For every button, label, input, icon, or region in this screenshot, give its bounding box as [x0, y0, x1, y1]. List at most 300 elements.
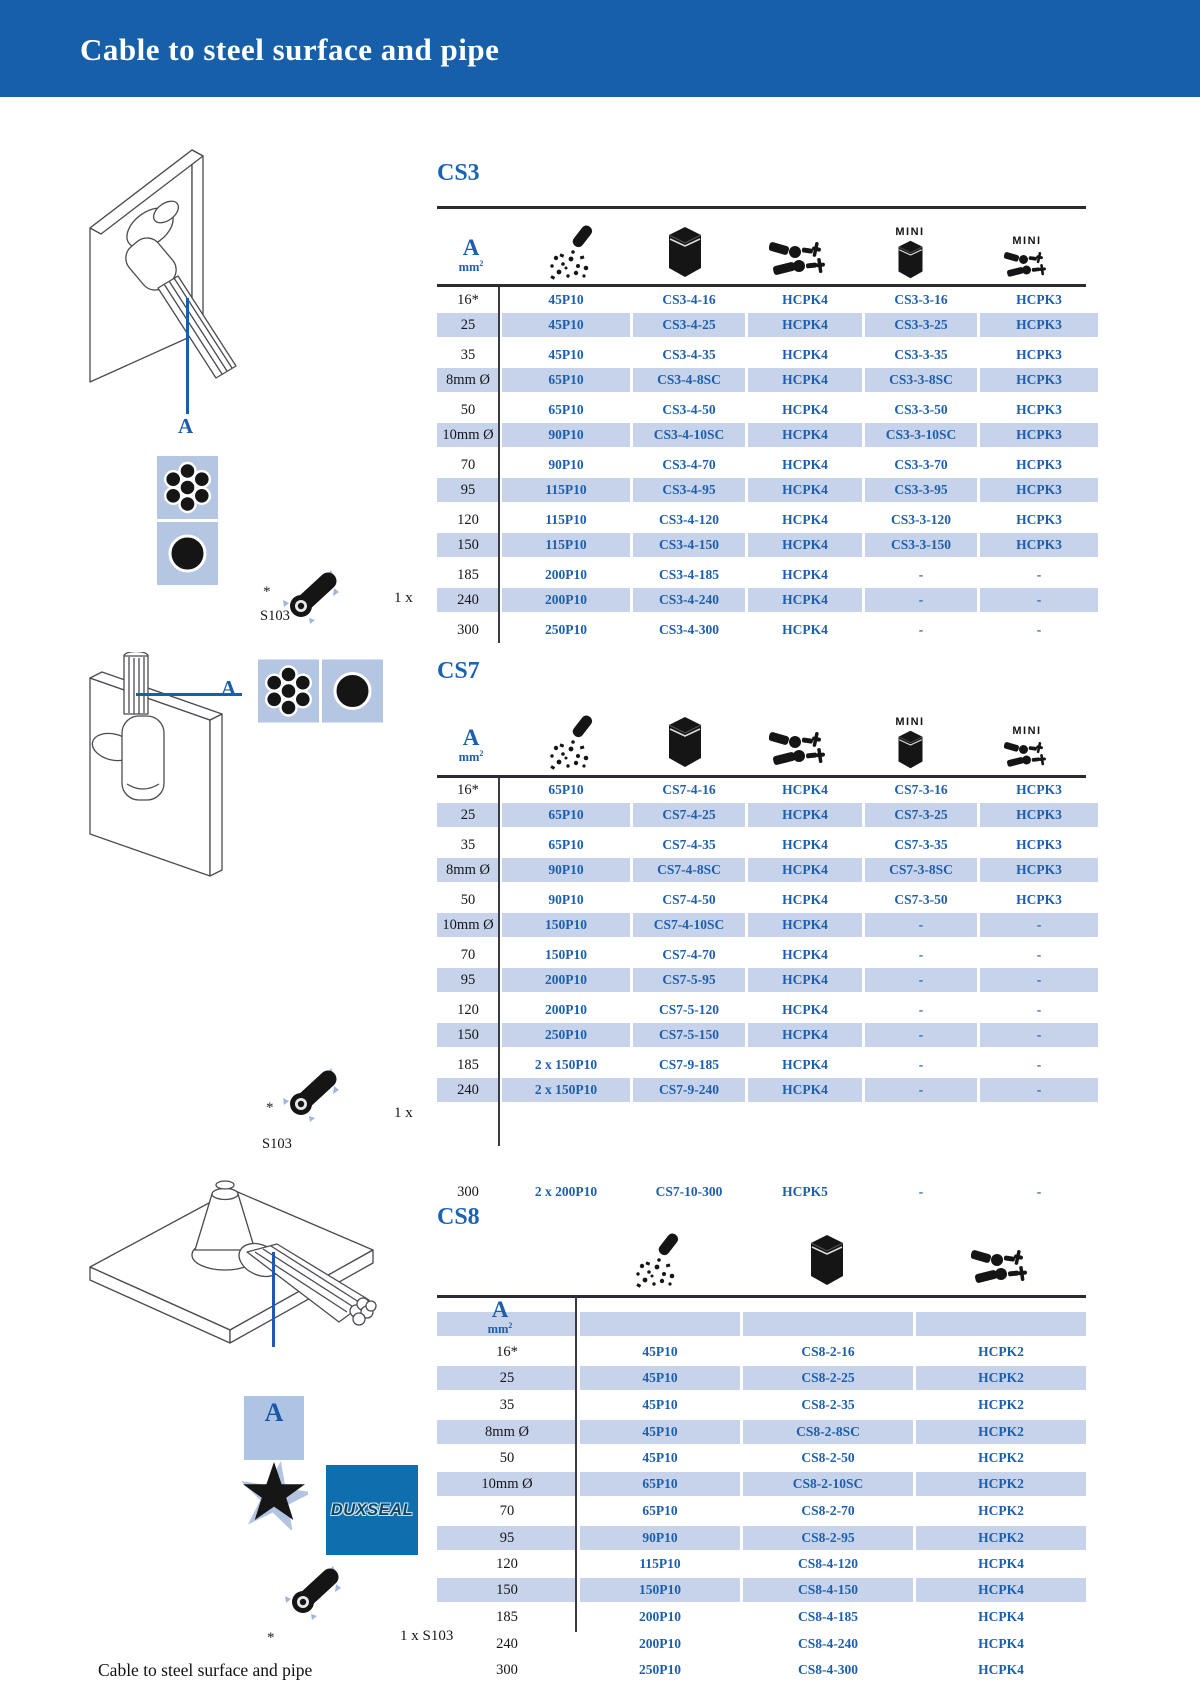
value-cell-handclamp: HCPK2 — [978, 1503, 1024, 1518]
value-cell-powder-cartridge: 200P10 — [502, 968, 630, 992]
value-cell-mini-handclamp: HCPK3 — [980, 803, 1098, 827]
value-cell-powder-cartridge: 45P10 — [580, 1366, 740, 1390]
value-cell-mold: CS8-4-240 — [798, 1636, 858, 1651]
value-cell-mold: CS3-4-300 — [659, 622, 719, 637]
value-cell-mold: CS8-4-120 — [798, 1556, 858, 1571]
size-cell: 50 — [499, 1450, 515, 1466]
value-cell-mold: CS7-4-70 — [662, 947, 716, 962]
mold-icon — [809, 1234, 845, 1290]
value-cell-mold: CS7-4-8SC — [633, 858, 745, 882]
area-symbol: A — [462, 725, 480, 750]
page-footer-caption: Cable to steel surface and pipe — [98, 1660, 313, 1680]
value-cell-mini-handclamp: HCPK3 — [1016, 892, 1062, 907]
size-cell: 10mm Ø — [437, 423, 499, 447]
size-cell: 95 — [437, 1526, 577, 1550]
value-cell-powder-cartridge: 65P10 — [548, 782, 584, 797]
cs8-row-8mm Ø — [437, 1420, 1086, 1444]
column-header-mold-icon — [625, 700, 745, 772]
value-cell-powder-cartridge: 150P10 — [545, 947, 587, 962]
value-cell-mini-handclamp: HCPK3 — [1016, 457, 1062, 472]
cs7-row-95 — [437, 968, 1086, 992]
value-cell-mini-handclamp: - — [1036, 947, 1042, 962]
size-cell: 70 — [460, 947, 476, 963]
value-cell-powder-cartridge: 200P10 — [639, 1636, 681, 1651]
value-cell-mini-mold: CS3-3-70 — [894, 457, 948, 472]
size-cell: 150 — [437, 1578, 577, 1602]
value-cell-powder-cartridge: 2 x 200P10 — [534, 1184, 598, 1199]
value-cell-handclamp: HCPK4 — [748, 803, 862, 827]
value-cell-mini-mold: CS3-3-16 — [894, 292, 948, 307]
value-cell-powder-cartridge: 45P10 — [548, 347, 584, 362]
cs7-row-300 — [437, 1180, 1086, 1204]
value-cell-mold: CS3-4-16 — [662, 292, 716, 307]
value-cell-powder-cartridge: 250P10 — [502, 1023, 630, 1047]
value-cell-handclamp: HCPK4 — [748, 1023, 862, 1047]
handclamp-icon — [971, 1246, 1033, 1290]
size-cell: 120 — [457, 1002, 479, 1018]
value-cell-mold: CS7-5-120 — [659, 1002, 719, 1017]
column-header-area — [431, 236, 511, 274]
value-cell-powder-cartridge — [580, 1312, 740, 1336]
size-cell: 35 — [460, 347, 476, 363]
cs7-row-8mm Ø — [437, 858, 1086, 882]
cs7-row-50 — [437, 888, 1086, 912]
area-unit: $mm^2$ — [458, 259, 484, 275]
size-cell: 70 — [460, 457, 476, 473]
value-cell-handclamp: HCPK4 — [782, 837, 828, 852]
value-cell-handclamp: HCPK4 — [978, 1556, 1024, 1571]
cs8-a-panel — [244, 1396, 304, 1460]
value-cell-mini-handclamp: - — [1036, 622, 1042, 637]
mini-handclamp-icon — [1004, 249, 1051, 282]
value-cell-handclamp: HCPK4 — [748, 1078, 862, 1102]
value-cell-handclamp: HCPK4 — [748, 533, 862, 557]
value-cell-powder-cartridge: 150P10 — [502, 913, 630, 937]
size-cell: 240 — [437, 588, 499, 612]
value-cell-powder-cartridge: 45P10 — [642, 1344, 678, 1359]
value-cell-powder-cartridge: 65P10 — [580, 1472, 740, 1496]
value-cell-mini-mold: - — [918, 1057, 924, 1072]
value-cell-mold: CS7-9-185 — [659, 1057, 719, 1072]
size-cell: 16* — [496, 1344, 518, 1360]
value-cell-powder-cartridge: 250P10 — [545, 622, 587, 637]
value-cell-mini-handclamp: - — [980, 588, 1098, 612]
size-cell: 50 — [460, 892, 476, 908]
column-header-mini-handclamp-icon — [967, 696, 1087, 772]
value-cell-mold: CS3-4-25 — [633, 313, 745, 337]
value-cell-mold: CS8-2-95 — [743, 1526, 913, 1550]
size-cell: 16* — [457, 292, 479, 308]
cs8-footnote-asterisk: * — [267, 1630, 275, 1646]
value-cell-powder-cartridge: 65P10 — [548, 837, 584, 852]
cs3-row-120 — [437, 508, 1086, 532]
star-icon — [242, 1458, 308, 1530]
value-cell-powder-cartridge: 115P10 — [502, 478, 630, 502]
value-cell-handclamp: HCPK2 — [978, 1397, 1024, 1412]
column-header-area — [431, 726, 511, 764]
value-cell-mini-mold: - — [918, 1184, 924, 1199]
value-cell-mold: CS3-4-95 — [633, 478, 745, 502]
cs3-row-50 — [437, 398, 1086, 422]
value-cell-mini-mold: - — [865, 588, 977, 612]
solid-conductor-cross-section-icon — [157, 522, 218, 585]
size-cell: 240 — [437, 1078, 499, 1102]
cs8-weld-illustration — [75, 1152, 387, 1354]
cs3-row-240 — [437, 588, 1086, 612]
value-cell-mini-handclamp: - — [1036, 1002, 1042, 1017]
cs7-qty-label: 1 x — [394, 1105, 413, 1121]
value-cell-handclamp: HCPK4 — [748, 368, 862, 392]
size-cell: 10mm Ø — [437, 913, 499, 937]
size-cell: 95 — [437, 478, 499, 502]
cs3-row-95 — [437, 478, 1086, 502]
value-cell-mini-mold: CS3-3-8SC — [865, 368, 977, 392]
cs3-guide-line — [186, 298, 189, 414]
value-cell-mold: CS8-4-300 — [798, 1662, 858, 1677]
cs7-column-divider — [498, 778, 500, 1146]
size-cell: 300 — [457, 1184, 479, 1200]
cs8-row-35 — [437, 1393, 1086, 1417]
value-cell-powder-cartridge: 90P10 — [580, 1526, 740, 1550]
cs8-qty-label: 1 x S103 — [400, 1628, 454, 1644]
value-cell-powder-cartridge: 250P10 — [639, 1662, 681, 1677]
value-cell-mini-handclamp: HCPK3 — [1016, 402, 1062, 417]
value-cell-mini-mold: CS3-3-25 — [865, 313, 977, 337]
cs7-row-70 — [437, 943, 1086, 967]
value-cell-powder-cartridge: 65P10 — [642, 1503, 678, 1518]
value-cell-handclamp: HCPK4 — [782, 782, 828, 797]
value-cell-handclamp: HCPK2 — [916, 1472, 1086, 1496]
column-header-mini-mold-icon — [850, 696, 970, 772]
value-cell-mini-handclamp: HCPK3 — [980, 858, 1098, 882]
cs8-a-panel-label: A — [264, 1398, 284, 1427]
area-unit: $mm^2$ — [458, 749, 484, 765]
value-cell-handclamp: HCPK2 — [916, 1526, 1086, 1550]
powder-cartridge-icon — [546, 714, 600, 772]
column-header-handclamp-icon — [942, 1222, 1062, 1290]
cs7-row-10mm Ø — [437, 913, 1086, 937]
value-cell-mini-mold: - — [865, 1078, 977, 1102]
column-header-mini-handclamp-icon — [967, 206, 1087, 282]
cs8-row-95 — [437, 1526, 1086, 1550]
size-cell: 300 — [496, 1662, 518, 1678]
cs8-row-300 — [437, 1658, 1086, 1682]
value-cell-mini-mold: - — [918, 567, 924, 582]
value-cell-mini-mold: CS7-3-50 — [894, 892, 948, 907]
value-cell-handclamp: HCPK2 — [916, 1420, 1086, 1444]
size-cell: 150 — [437, 1023, 499, 1047]
s103-sleeve-icon — [281, 570, 341, 624]
cs3-weld-illustration — [80, 142, 250, 390]
s103-sleeve-icon — [281, 1068, 341, 1122]
value-cell-mini-handclamp: HCPK3 — [1016, 782, 1062, 797]
value-cell-mold: CS8-4-185 — [798, 1609, 858, 1624]
cs8-row-185 — [437, 1605, 1086, 1629]
size-cell: 120 — [496, 1556, 518, 1572]
value-cell-handclamp: HCPK4 — [978, 1636, 1024, 1651]
mini-size-label: MINI — [1012, 725, 1042, 737]
value-cell-mold: CS8-2-50 — [801, 1450, 855, 1465]
value-cell-mini-mold: CS3-3-10SC — [865, 423, 977, 447]
page-header-banner — [0, 0, 1200, 97]
value-cell-powder-cartridge: 200P10 — [545, 567, 587, 582]
column-header-powder-cartridge-icon — [599, 1222, 719, 1290]
cs7-row-16* — [437, 778, 1086, 802]
cs7-s103-label: S103 — [262, 1136, 292, 1152]
value-cell-mini-handclamp: - — [980, 913, 1098, 937]
value-cell-handclamp: HCPK4 — [748, 858, 862, 882]
value-cell-mini-mold: - — [918, 622, 924, 637]
mini-size-label: MINI — [1012, 235, 1042, 247]
value-cell-powder-cartridge: 115P10 — [545, 512, 587, 527]
value-cell-handclamp: HCPK5 — [782, 1184, 828, 1199]
mini-size-label: MINI — [895, 716, 925, 728]
column-header-mold-icon — [625, 210, 745, 282]
value-cell-mold: CS7-5-150 — [633, 1023, 745, 1047]
size-cell: 70 — [499, 1503, 515, 1519]
cs3-row-10mm Ø — [437, 423, 1086, 447]
value-cell-mold: CS3-4-35 — [662, 347, 716, 362]
column-header-mini-mold-icon — [850, 206, 970, 282]
value-cell-handclamp: HCPK4 — [782, 567, 828, 582]
value-cell-handclamp: HCPK4 — [782, 1057, 828, 1072]
column-header-handclamp-icon — [740, 210, 860, 282]
value-cell-powder-cartridge: 90P10 — [502, 858, 630, 882]
value-cell-handclamp: HCPK2 — [978, 1450, 1024, 1465]
value-cell-mold: CS7-4-35 — [662, 837, 716, 852]
value-cell-mold: CS3-4-240 — [633, 588, 745, 612]
value-cell-mini-handclamp: - — [1036, 1184, 1042, 1199]
cs7-row-240 — [437, 1078, 1086, 1102]
cs7-row-185 — [437, 1053, 1086, 1077]
size-cell: 300 — [457, 622, 479, 638]
cs7-section-title: CS7 — [437, 658, 480, 684]
value-cell-powder-cartridge: 90P10 — [502, 423, 630, 447]
cs8-row-240 — [437, 1632, 1086, 1656]
cs3-row-25 — [437, 313, 1086, 337]
value-cell-handclamp: HCPK4 — [782, 512, 828, 527]
value-cell-mold: CS7-4-25 — [633, 803, 745, 827]
value-cell-mold: CS3-4-8SC — [633, 368, 745, 392]
value-cell-handclamp: HCPK4 — [916, 1578, 1086, 1602]
mold-icon — [667, 716, 703, 772]
value-cell-handclamp: HCPK4 — [782, 347, 828, 362]
stranded-conductor-cross-section-icon — [157, 456, 218, 519]
size-cell: 35 — [499, 1397, 515, 1413]
duxseal-logo-text: DUXSEAL — [330, 1500, 414, 1519]
cs3-row-35 — [437, 343, 1086, 367]
size-cell: 150 — [437, 533, 499, 557]
cs3-qty-label: 1 x — [394, 590, 413, 606]
value-cell-mold: CS7-4-50 — [662, 892, 716, 907]
value-cell-handclamp: HCPK4 — [782, 457, 828, 472]
value-cell-mini-mold: - — [918, 1002, 924, 1017]
size-cell: 10mm Ø — [437, 1472, 577, 1496]
value-cell-handclamp: HCPK4 — [782, 622, 828, 637]
size-cell: 185 — [496, 1609, 518, 1625]
value-cell-mini-handclamp: HCPK3 — [1016, 837, 1062, 852]
cs7-row-25 — [437, 803, 1086, 827]
cs3-row-300 — [437, 618, 1086, 642]
value-cell-handclamp: HCPK4 — [782, 947, 828, 962]
size-cell: 35 — [460, 837, 476, 853]
solid-conductor-cross-section-icon — [322, 658, 383, 724]
column-header-area — [460, 1298, 540, 1336]
value-cell-powder-cartridge: 2 x 150P10 — [534, 1057, 598, 1072]
value-cell-mini-handclamp: - — [1036, 567, 1042, 582]
value-cell-mini-handclamp: HCPK3 — [980, 368, 1098, 392]
cs7-guide-a-label: A — [221, 676, 237, 700]
size-cell: 120 — [457, 512, 479, 528]
value-cell-mini-handclamp: HCPK3 — [980, 533, 1098, 557]
value-cell-handclamp: HCPK4 — [748, 968, 862, 992]
value-cell-handclamp: HCPK4 — [782, 292, 828, 307]
cs3-row-16* — [437, 288, 1086, 312]
mini-mold-icon — [897, 730, 924, 772]
value-cell-powder-cartridge: 45P10 — [642, 1397, 678, 1412]
cs8-row-10mm Ø — [437, 1472, 1086, 1496]
value-cell-mold: CS8-2-10SC — [743, 1472, 913, 1496]
value-cell-mini-mold: CS3-3-95 — [865, 478, 977, 502]
value-cell-powder-cartridge: 45P10 — [502, 313, 630, 337]
cs8-guide-line — [272, 1252, 275, 1347]
cs3-header-rule — [437, 284, 1086, 287]
value-cell-powder-cartridge: 2 x 150P10 — [502, 1078, 630, 1102]
value-cell-mold: CS7-9-240 — [633, 1078, 745, 1102]
value-cell-mini-handclamp: HCPK3 — [1016, 347, 1062, 362]
size-cell: 185 — [457, 567, 479, 583]
column-header-mold-icon — [767, 1222, 887, 1290]
column-header-powder-cartridge-icon — [513, 700, 633, 772]
value-cell-mold: CS3-4-120 — [659, 512, 719, 527]
value-cell-mini-mold: CS3-3-50 — [894, 402, 948, 417]
cs3-row-185 — [437, 563, 1086, 587]
value-cell-mold: CS8-2-16 — [801, 1344, 855, 1359]
value-cell-mold: CS3-4-70 — [662, 457, 716, 472]
value-cell-mold: CS3-4-150 — [633, 533, 745, 557]
cs8-section-title: CS8 — [437, 1204, 480, 1230]
cs3-footnote-asterisk: * — [263, 584, 271, 600]
value-cell-powder-cartridge: 45P10 — [642, 1450, 678, 1465]
area-unit: $mm^2$ — [487, 1321, 513, 1337]
value-cell-mini-handclamp: - — [980, 1078, 1098, 1102]
powder-cartridge-icon — [632, 1232, 686, 1290]
cs8-row-70 — [437, 1499, 1086, 1523]
value-cell-handclamp: HCPK2 — [978, 1344, 1024, 1359]
value-cell-mini-handclamp: HCPK3 — [980, 478, 1098, 502]
value-cell-mold: CS7-4-10SC — [633, 913, 745, 937]
size-cell: 25 — [437, 803, 499, 827]
cs3-row-8mm Ø — [437, 368, 1086, 392]
cs8-row-25 — [437, 1366, 1086, 1390]
value-cell-mini-mold: CS3-3-120 — [891, 512, 951, 527]
value-cell-handclamp: HCPK4 — [748, 478, 862, 502]
value-cell-handclamp: HCPK4 — [782, 402, 828, 417]
value-cell-mini-mold: CS3-3-35 — [894, 347, 948, 362]
value-cell-handclamp: HCPK4 — [782, 892, 828, 907]
value-cell-powder-cartridge: 65P10 — [502, 803, 630, 827]
page-title: Cable to steel surface and pipe — [80, 32, 500, 67]
area-symbol: A — [491, 1297, 509, 1322]
size-cell: 95 — [437, 968, 499, 992]
value-cell-mini-handclamp: - — [1036, 1057, 1042, 1072]
size-cell: 185 — [457, 1057, 479, 1073]
size-cell: 8mm Ø — [437, 858, 499, 882]
value-cell-mini-mold: CS3-3-150 — [865, 533, 977, 557]
value-cell-mini-handclamp: - — [980, 1023, 1098, 1047]
cs7-footnote-asterisk: * — [266, 1100, 274, 1116]
value-cell-powder-cartridge: 45P10 — [580, 1420, 740, 1444]
value-cell-mold: CS8-2-8SC — [743, 1420, 913, 1444]
value-cell-mold: CS3-4-185 — [659, 567, 719, 582]
value-cell-mold: CS7-10-300 — [655, 1184, 723, 1199]
value-cell-mold: CS8-2-35 — [801, 1397, 855, 1412]
value-cell-handclamp: HCPK4 — [748, 913, 862, 937]
value-cell-powder-cartridge: 65P10 — [502, 368, 630, 392]
mini-handclamp-icon — [1004, 739, 1051, 772]
value-cell-handclamp: HCPK4 — [748, 588, 862, 612]
cs8-row-50 — [437, 1446, 1086, 1470]
value-cell-handclamp: HCPK4 — [748, 423, 862, 447]
cs3-s103-label: S103 — [260, 608, 290, 624]
value-cell-mold: CS7-4-16 — [662, 782, 716, 797]
value-cell-mold: CS3-4-50 — [662, 402, 716, 417]
handclamp-icon — [769, 238, 831, 282]
cs3-section-title: CS3 — [437, 160, 480, 186]
value-cell-powder-cartridge: 200P10 — [545, 1002, 587, 1017]
value-cell-mini-mold: CS7-3-8SC — [865, 858, 977, 882]
mini-mold-icon — [897, 240, 924, 282]
value-cell-powder-cartridge: 200P10 — [639, 1609, 681, 1624]
value-cell-mold: CS3-4-10SC — [633, 423, 745, 447]
value-cell-mold: CS8-2-70 — [801, 1503, 855, 1518]
value-cell-powder-cartridge: 90P10 — [548, 892, 584, 907]
value-cell-mini-mold: CS7-3-25 — [865, 803, 977, 827]
value-cell-mini-mold: - — [865, 913, 977, 937]
value-cell-powder-cartridge: 45P10 — [548, 292, 584, 307]
value-cell-powder-cartridge: 115P10 — [502, 533, 630, 557]
cs7-row-35 — [437, 833, 1086, 857]
value-cell-mini-mold: - — [865, 968, 977, 992]
value-cell-powder-cartridge: 115P10 — [639, 1556, 681, 1571]
s103-sleeve-icon — [283, 1566, 343, 1620]
value-cell-mini-handclamp: HCPK3 — [980, 423, 1098, 447]
value-cell-handclamp — [916, 1312, 1086, 1336]
value-cell-mini-handclamp: - — [980, 968, 1098, 992]
value-cell-mold: CS7-5-95 — [633, 968, 745, 992]
cs3-column-divider — [498, 287, 500, 643]
value-cell-mold: CS8-2-25 — [743, 1366, 913, 1390]
handclamp-icon — [769, 728, 831, 772]
value-cell-handclamp: HCPK4 — [978, 1609, 1024, 1624]
cs8-row-16* — [437, 1340, 1086, 1364]
duxseal-logo — [326, 1465, 418, 1555]
value-cell-powder-cartridge: 150P10 — [580, 1578, 740, 1602]
cs3-row-70 — [437, 453, 1086, 477]
value-cell-powder-cartridge: 90P10 — [548, 457, 584, 472]
value-cell-mini-mold: CS7-3-16 — [894, 782, 948, 797]
value-cell-handclamp: HCPK2 — [916, 1366, 1086, 1390]
area-symbol: A — [462, 235, 480, 260]
size-cell: 8mm Ø — [437, 368, 499, 392]
column-header-handclamp-icon — [740, 700, 860, 772]
cs3-row-150 — [437, 533, 1086, 557]
powder-cartridge-icon — [546, 224, 600, 282]
size-cell: 25 — [437, 313, 499, 337]
cs7-row-150 — [437, 1023, 1086, 1047]
value-cell-handclamp: HCPK4 — [782, 1002, 828, 1017]
size-cell: 25 — [437, 1366, 577, 1390]
